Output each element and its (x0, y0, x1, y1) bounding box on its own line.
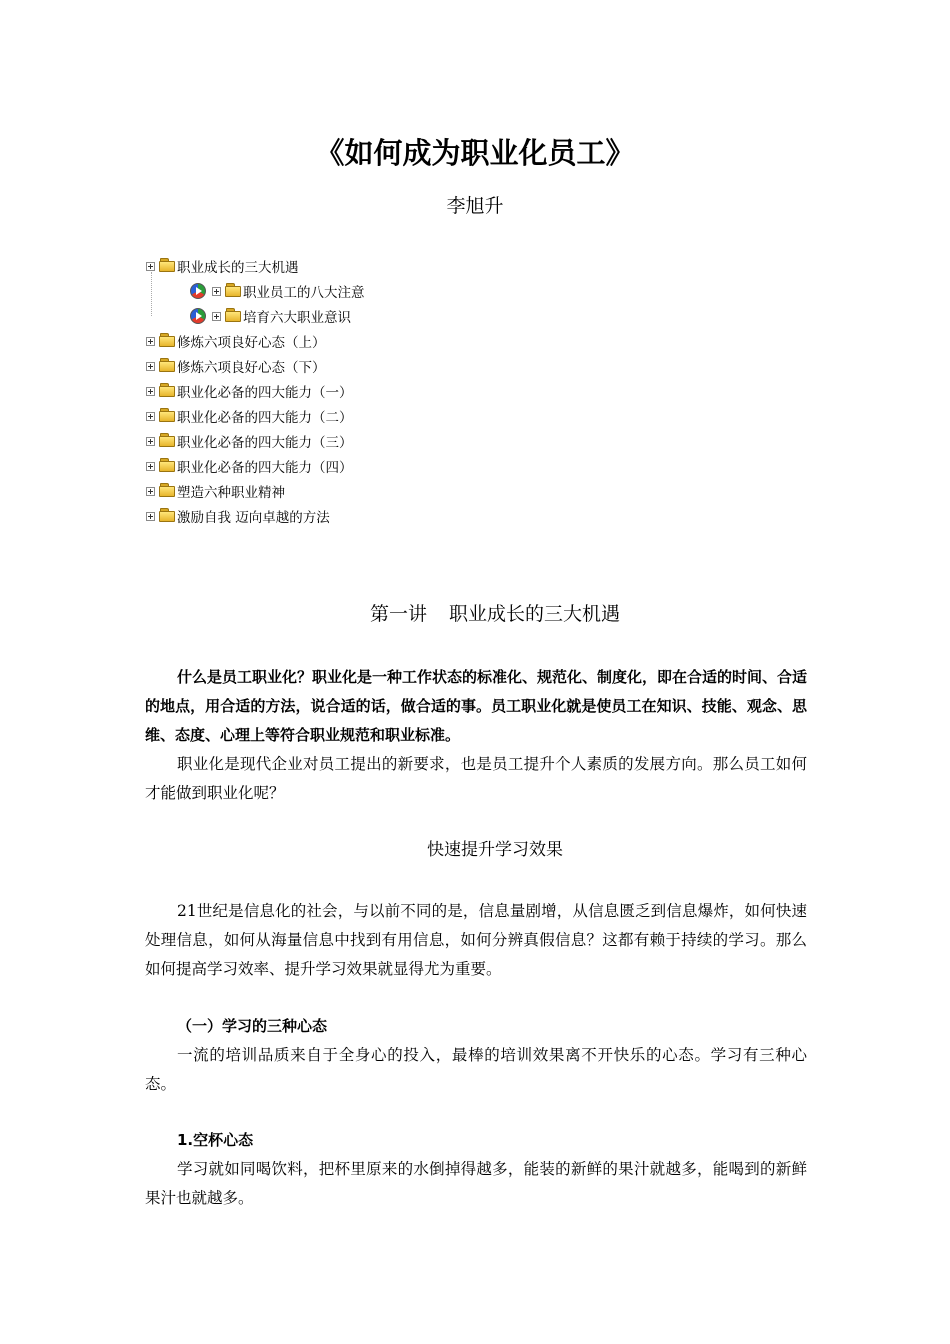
intro-paragraph: 职业化是现代企业对员工提出的新要求，也是员工提升个人素质的发展方向。那么员工如何才能做到职业化呢？ (145, 755, 807, 802)
document-title: 《如何成为职业化员工》 (315, 136, 635, 170)
tree-item-label: 职业员工的八大注意 (243, 285, 365, 301)
tree-item-chapter-5[interactable] (146, 404, 353, 428)
expand-icon[interactable] (146, 462, 155, 471)
expand-icon[interactable] (146, 412, 155, 421)
tree-item-label: 修炼六项良好心态（上） (177, 335, 326, 351)
expand-icon[interactable] (212, 287, 221, 296)
tree-item-label: 职业成长的三大机遇 (177, 260, 299, 276)
folder-icon (159, 408, 176, 422)
section-paragraph: 21世纪是信息化的社会，与以前不同的是，信息量剧增，从信息匮乏到信息爆炸，如何快速处理信息，如何从海量信息中找到有用信息，如何分辨真假信息？这都有赖于持续的学习。那么如何提高学习效率、提升学习效果就显得尤为重要。 (145, 902, 807, 978)
tree-connector (151, 272, 152, 316)
lecture-heading (0, 601, 950, 627)
expand-icon[interactable] (146, 362, 155, 371)
course-tree (146, 250, 566, 530)
folder-icon (159, 433, 176, 447)
subsubsection-heading: 1.空杯心态 (177, 1131, 254, 1149)
tree-item-label: 职业化必备的四大能力（二） (177, 410, 353, 426)
folder-icon (159, 508, 176, 522)
tree-item-chapter-1-sub-1[interactable] (190, 279, 365, 303)
media-player-icon (190, 283, 206, 299)
folder-icon (225, 308, 242, 322)
expand-icon[interactable] (146, 262, 155, 271)
folder-icon (159, 258, 176, 272)
lecture-name: 职业成长的三大机遇 (449, 603, 621, 625)
tree-item-label: 培育六大职业意识 (243, 310, 351, 326)
tree-item-chapter-3[interactable] (146, 354, 326, 378)
tree-item-label: 职业化必备的四大能力（三） (177, 435, 353, 451)
lecture-number: 第一讲 (369, 603, 427, 625)
folder-icon (159, 333, 176, 347)
expand-icon[interactable] (146, 387, 155, 396)
tree-item-chapter-1[interactable] (146, 254, 299, 278)
tree-item-chapter-1-sub-2[interactable] (190, 304, 351, 328)
tree-item-label: 职业化必备的四大能力（一） (177, 385, 353, 401)
tree-item-chapter-7[interactable] (146, 454, 353, 478)
tree-item-chapter-9[interactable] (146, 504, 330, 528)
folder-icon (159, 358, 176, 372)
tree-item-label: 修炼六项良好心态（下） (177, 360, 326, 376)
expand-icon[interactable] (146, 337, 155, 346)
expand-icon[interactable] (146, 487, 155, 496)
folder-icon (159, 483, 176, 497)
subsection-heading: （一）学习的三种心态 (177, 1017, 328, 1035)
expand-icon[interactable] (212, 312, 221, 321)
tree-item-chapter-4[interactable] (146, 379, 353, 403)
intro-bold-paragraph: 什么是员工职业化？职业化是一种工作状态的标准化、规范化、制度化，即在合适的时间、合适的地点，用合适的方法，说合适的话，做合适的事。员工职业化就是使员工在知识、技能、观念、思维、态度、心理上等符合职业规范和职业标准。 (145, 668, 808, 744)
tree-item-chapter-2[interactable] (146, 329, 326, 353)
folder-icon (159, 458, 176, 472)
tree-item-chapter-6[interactable] (146, 429, 353, 453)
folder-icon (225, 283, 242, 297)
subsection-paragraph: 一流的培训品质来自于全身心的投入，最棒的培训效果离不开快乐的心态。学习有三种心态。 (145, 1046, 807, 1093)
tree-item-label: 激励自我 迈向卓越的方法 (177, 510, 330, 526)
author-name: 李旭升 (446, 195, 504, 217)
folder-icon (159, 383, 176, 397)
tree-item-label: 塑造六种职业精神 (177, 485, 285, 501)
tree-item-chapter-8[interactable] (146, 479, 285, 503)
section-heading: 快速提升学习效果 (427, 840, 563, 860)
media-player-icon (190, 308, 206, 324)
expand-icon[interactable] (146, 437, 155, 446)
expand-icon[interactable] (146, 512, 155, 521)
tree-item-label: 职业化必备的四大能力（四） (177, 460, 353, 476)
subsubsection-paragraph: 学习就如同喝饮料，把杯里原来的水倒掉得越多，能装的新鲜的果汁就越多，能喝到的新鲜果汁也就越多。 (145, 1160, 807, 1207)
